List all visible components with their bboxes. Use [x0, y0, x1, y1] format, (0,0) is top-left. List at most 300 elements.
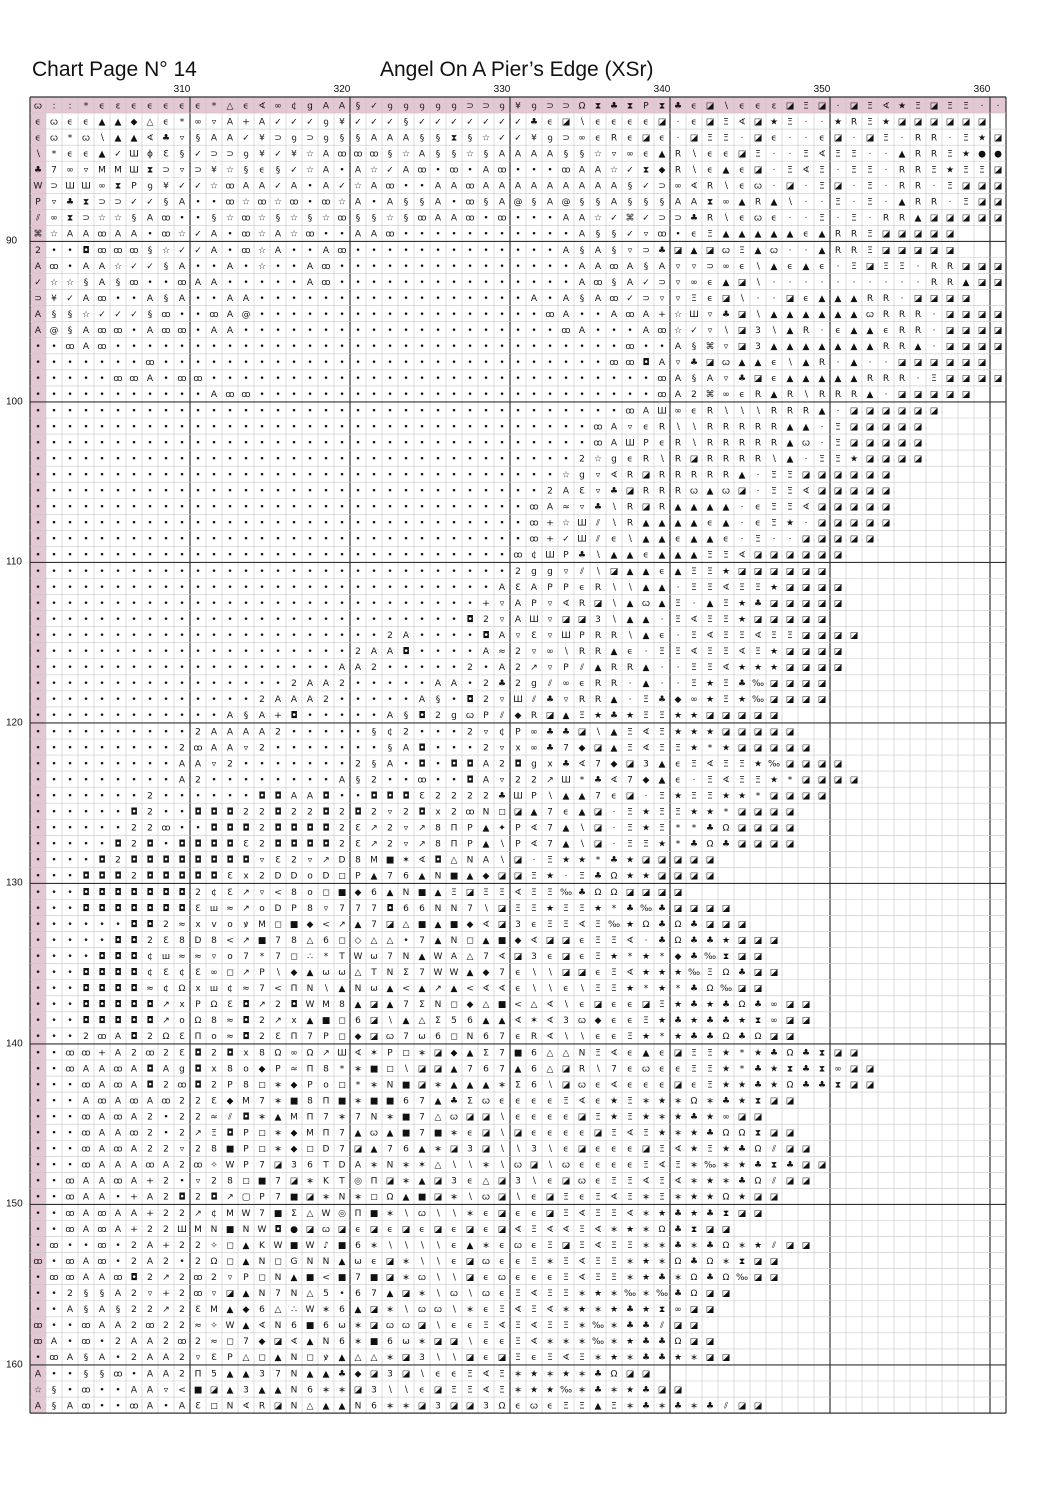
stitch-symbol: · — [804, 245, 808, 256]
stitch-symbol: P — [563, 582, 569, 593]
stitch-symbol: • — [243, 374, 249, 385]
stitch-symbol: A — [434, 679, 442, 690]
stitch-symbol: ▲ — [834, 309, 842, 320]
stitch-symbol: · — [788, 133, 792, 144]
stitch-symbol: • — [99, 566, 105, 577]
stitch-symbol: 6 — [403, 1144, 409, 1155]
stitch-symbol: 2 — [147, 935, 153, 946]
stitch-symbol: • — [35, 518, 41, 529]
stitch-symbol: R — [578, 1064, 586, 1075]
stitch-symbol: ∖ — [435, 1289, 441, 1300]
stitch-symbol: ◪ — [497, 871, 507, 882]
stitch-symbol: • — [99, 823, 105, 834]
stitch-symbol: A — [178, 759, 186, 770]
stitch-symbol: ∖ — [499, 1128, 505, 1139]
stitch-symbol: ꝏ — [97, 1256, 107, 1267]
stitch-symbol: 6 — [339, 1305, 345, 1316]
stitch-symbol: 2 — [291, 679, 297, 690]
stitch-symbol: • — [83, 582, 89, 593]
stitch-symbol: ⧗ — [738, 1256, 746, 1267]
stitch-symbol: A — [162, 1064, 170, 1075]
stitch-symbol: ∖ — [499, 1144, 505, 1155]
stitch-symbol: ♣ — [689, 919, 699, 930]
stitch-symbol: • — [371, 261, 377, 272]
stitch-symbol: ◪ — [849, 775, 859, 786]
stitch-symbol: 3 — [483, 1401, 489, 1412]
stitch-symbol: ■ — [449, 871, 459, 882]
stitch-symbol: ◪ — [545, 711, 555, 722]
stitch-symbol: • — [131, 614, 137, 625]
stitch-symbol: ∢ — [354, 1048, 362, 1059]
stitch-symbol: ■ — [273, 1208, 283, 1219]
stitch-symbol: ⫽ — [771, 1176, 777, 1187]
stitch-symbol: ◘ — [274, 1224, 282, 1235]
stitch-symbol: g — [531, 679, 537, 690]
stitch-symbol: ◪ — [865, 454, 875, 465]
stitch-symbol: · — [836, 213, 840, 224]
stitch-symbol: ☆ — [337, 197, 347, 208]
stitch-symbol: 3 — [563, 1016, 569, 1027]
stitch-symbol: ◪ — [913, 117, 923, 128]
stitch-symbol: △ — [530, 1000, 538, 1011]
stitch-symbol: ∗ — [386, 1305, 394, 1316]
stitch-symbol: R — [754, 438, 762, 449]
stitch-symbol: R — [706, 422, 714, 433]
stitch-symbol: 5 — [451, 1016, 457, 1027]
stitch-symbol: ◪ — [945, 293, 955, 304]
stitch-symbol: ∖ — [435, 1256, 441, 1267]
stitch-symbol: ◪ — [657, 855, 667, 866]
stitch-symbol: ★ — [657, 1128, 667, 1139]
stitch-symbol: • — [51, 951, 57, 962]
stitch-symbol: R — [898, 309, 906, 320]
stitch-symbol: ◪ — [737, 743, 747, 754]
stitch-symbol: • — [243, 534, 249, 545]
stitch-symbol: ✓ — [146, 261, 154, 272]
stitch-symbol: ꝏ — [385, 181, 395, 192]
stitch-symbol: ꞷ — [641, 598, 651, 609]
stitch-symbol: ☆ — [673, 326, 683, 337]
stitch-symbol: • — [115, 775, 121, 786]
stitch-symbol: ▿ — [403, 823, 409, 834]
stitch-symbol: ϵ — [595, 1096, 601, 1107]
stitch-symbol: 2 — [531, 775, 537, 786]
stitch-symbol: ◪ — [737, 277, 747, 288]
stitch-symbol: ∖ — [627, 582, 633, 593]
stitch-symbol: ♣ — [529, 117, 539, 128]
stitch-symbol: A — [226, 711, 234, 722]
stitch-symbol: ϵ — [531, 1112, 537, 1123]
stitch-symbol: A — [706, 374, 714, 385]
stitch-symbol: Ξ — [835, 149, 841, 160]
stitch-symbol: • — [339, 550, 345, 561]
stitch-symbol: ꝏ — [81, 1321, 91, 1332]
stitch-symbol: 3 — [531, 1144, 537, 1155]
stitch-symbol: ■ — [305, 1272, 315, 1283]
stitch-symbol: 8 — [227, 1064, 233, 1075]
stitch-symbol: ϵ — [739, 165, 745, 176]
stitch-symbol: ∖ — [451, 1272, 457, 1283]
stitch-symbol: Ξ — [659, 1176, 665, 1187]
stitch-symbol: ◘ — [210, 1192, 218, 1203]
stitch-symbol: ★ — [625, 1337, 635, 1348]
stitch-symbol: • — [451, 422, 457, 433]
stitch-symbol: • — [99, 598, 105, 609]
stitch-symbol: ◪ — [993, 133, 1003, 144]
stitch-symbol: • — [147, 727, 153, 738]
stitch-symbol: ‰ — [559, 887, 573, 898]
stitch-symbol: ▲ — [242, 1289, 250, 1300]
stitch-symbol: Ξ — [611, 984, 617, 995]
stitch-symbol: • — [483, 261, 489, 272]
stitch-symbol: • — [51, 582, 57, 593]
stitch-symbol: • — [179, 486, 185, 497]
stitch-symbol: ♣ — [497, 791, 507, 802]
stitch-symbol: Ξ — [707, 775, 713, 786]
stitch-symbol: • — [291, 727, 297, 738]
stitch-symbol: ✓ — [562, 534, 570, 545]
stitch-symbol: ★ — [737, 1016, 747, 1027]
stitch-symbol: P — [307, 1080, 313, 1091]
stitch-symbol: 7 — [355, 1112, 361, 1123]
stitch-symbol: ∖ — [563, 1000, 569, 1011]
stitch-symbol: • — [83, 502, 89, 513]
stitch-symbol: ◪ — [945, 245, 955, 256]
stitch-symbol: ◪ — [817, 759, 827, 770]
stitch-symbol: • — [163, 727, 169, 738]
stitch-symbol: ★ — [705, 679, 715, 690]
stitch-symbol: • — [339, 534, 345, 545]
stitch-symbol: · — [804, 133, 808, 144]
stitch-symbol: A — [578, 181, 586, 192]
stitch-symbol: 7 — [275, 1176, 281, 1187]
stitch-symbol: ∖ — [435, 1353, 441, 1364]
stitch-symbol: • — [51, 1128, 57, 1139]
stitch-symbol: • — [67, 984, 73, 995]
stitch-symbol: • — [83, 614, 89, 625]
stitch-symbol: ◪ — [929, 213, 939, 224]
stitch-symbol: ⊃ — [482, 101, 490, 112]
stitch-symbol: ▲ — [386, 1289, 394, 1300]
stitch-symbol: ◪ — [385, 1256, 395, 1267]
stitch-symbol: ♣ — [705, 935, 715, 946]
stitch-symbol: ꝟ — [243, 919, 249, 930]
stitch-symbol: ◪ — [801, 566, 811, 577]
stitch-symbol: ∞ — [626, 149, 634, 160]
stitch-symbol: • — [515, 342, 521, 353]
stitch-symbol: N — [402, 887, 410, 898]
stitch-symbol: ◎ — [338, 1208, 346, 1219]
stitch-symbol: Ξ — [867, 181, 873, 192]
stitch-symbol: • — [387, 614, 393, 625]
stitch-symbol: 7 — [355, 903, 361, 914]
stitch-symbol: ∗ — [322, 1385, 330, 1396]
stitch-symbol: A — [98, 1176, 106, 1187]
stitch-symbol: ∖ — [755, 261, 761, 272]
stitch-symbol: • — [51, 486, 57, 497]
stitch-symbol: ◘ — [258, 791, 266, 802]
stitch-symbol: Ξ — [963, 197, 969, 208]
stitch-symbol: • — [51, 1289, 57, 1300]
stitch-symbol: ◪ — [769, 679, 779, 690]
stitch-symbol: • — [35, 759, 41, 770]
stitch-symbol: Ξ — [547, 855, 553, 866]
stitch-symbol: ◘ — [82, 984, 90, 995]
stitch-symbol: • — [163, 438, 169, 449]
stitch-symbol: • — [339, 470, 345, 481]
stitch-symbol: • — [275, 614, 281, 625]
stitch-symbol: ꞷ — [465, 711, 475, 722]
stitch-symbol: ♣ — [577, 550, 587, 561]
stitch-symbol: ■ — [289, 1240, 299, 1251]
stitch-symbol: R — [722, 438, 730, 449]
stitch-symbol: Ω — [754, 1176, 762, 1187]
stitch-symbol: ◆ — [642, 775, 650, 786]
stitch-symbol: ϵ — [883, 326, 889, 337]
stitch-symbol: ■ — [257, 1176, 267, 1187]
stitch-symbol: A — [82, 1176, 90, 1187]
stitch-symbol: ∢ — [530, 823, 538, 834]
stitch-symbol: ▲ — [98, 149, 106, 160]
stitch-symbol: § — [115, 1305, 121, 1316]
stitch-symbol: • — [339, 695, 345, 706]
stitch-symbol: ϵ — [739, 101, 745, 112]
stitch-symbol: ★ — [593, 1289, 603, 1300]
stitch-symbol: * — [659, 951, 665, 962]
stitch-symbol: ◪ — [369, 1000, 379, 1011]
stitch-symbol: • — [451, 261, 457, 272]
stitch-symbol: 7 — [243, 951, 249, 962]
stitch-symbol: ★ — [737, 663, 747, 674]
stitch-symbol: Ω — [306, 1048, 314, 1059]
stitch-symbol: ▲ — [722, 277, 730, 288]
stitch-symbol: ∢ — [546, 1016, 554, 1027]
stitch-symbol: • — [387, 326, 393, 337]
stitch-symbol: ∢ — [658, 1160, 666, 1171]
stitch-symbol: ∗ — [690, 1353, 698, 1364]
stitch-symbol: ◻ — [226, 968, 234, 979]
stitch-symbol: ∗ — [402, 1256, 410, 1267]
stitch-symbol: · — [868, 149, 872, 160]
stitch-symbol: A — [34, 261, 42, 272]
stitch-symbol: A — [562, 245, 570, 256]
stitch-symbol: Ξ — [787, 165, 793, 176]
stitch-symbol: A — [130, 1208, 138, 1219]
stitch-symbol: 7 — [547, 839, 553, 850]
stitch-symbol: P — [515, 839, 521, 850]
stitch-symbol: ‰ — [751, 679, 765, 690]
stitch-symbol: ꝏ — [625, 342, 635, 353]
stitch-symbol: ◪ — [993, 165, 1003, 176]
stitch-symbol: ▲ — [610, 727, 618, 738]
stitch-symbol: 2 — [467, 663, 473, 674]
stitch-symbol: ◪ — [801, 1240, 811, 1251]
stitch-symbol: • — [387, 374, 393, 385]
stitch-symbol: 2 — [515, 679, 521, 690]
stitch-symbol: ◪ — [977, 213, 987, 224]
stitch-symbol: 2 — [195, 775, 201, 786]
stitch-symbol: • — [499, 358, 505, 369]
stitch-symbol: ∗ — [402, 1160, 410, 1171]
stitch-symbol: • — [147, 743, 153, 754]
stitch-symbol: N — [290, 1353, 298, 1364]
stitch-symbol: ◪ — [625, 791, 635, 802]
stitch-symbol: ◪ — [753, 823, 763, 834]
stitch-symbol: ♣ — [593, 1369, 603, 1380]
stitch-symbol: ▲ — [674, 502, 682, 513]
stitch-symbol: • — [227, 550, 233, 561]
stitch-symbol: • — [547, 261, 553, 272]
stitch-symbol: R — [706, 213, 714, 224]
stitch-symbol: ꞷ — [513, 1240, 523, 1251]
stitch-symbol: ▲ — [642, 582, 650, 593]
stitch-symbol: • — [35, 630, 41, 641]
stitch-symbol: ꝏ — [177, 277, 187, 288]
stitch-symbol: ◆ — [258, 1064, 266, 1075]
stitch-symbol: • — [403, 935, 409, 946]
stitch-symbol: Ξ — [563, 1208, 569, 1219]
stitch-symbol: ◪ — [993, 374, 1003, 385]
stitch-symbol: • — [291, 470, 297, 481]
stitch-symbol: 8 — [355, 855, 361, 866]
stitch-symbol: A — [210, 326, 218, 337]
stitch-symbol: • — [371, 342, 377, 353]
stitch-symbol: • — [595, 342, 601, 353]
stitch-symbol: ⫽ — [531, 695, 537, 706]
stitch-symbol: * — [787, 775, 793, 786]
stitch-symbol: ∖ — [563, 647, 569, 658]
stitch-symbol: ◪ — [881, 438, 891, 449]
stitch-symbol: ∗ — [354, 1096, 362, 1107]
stitch-symbol: Ξ — [611, 968, 617, 979]
stitch-symbol: • — [323, 374, 329, 385]
stitch-symbol: Ξ — [755, 149, 761, 160]
stitch-symbol: ★ — [721, 791, 731, 802]
stitch-symbol: Ш — [513, 791, 523, 802]
stitch-symbol: § — [403, 711, 409, 722]
stitch-symbol: N — [434, 903, 442, 914]
stitch-symbol: Ξ — [675, 743, 681, 754]
stitch-symbol: • — [547, 470, 553, 481]
stitch-symbol: ∢ — [530, 1337, 538, 1348]
stitch-symbol: • — [131, 759, 137, 770]
stitch-symbol: ✓ — [450, 117, 458, 128]
stitch-symbol: ꝏ — [65, 1208, 75, 1219]
stitch-symbol: • — [35, 1240, 41, 1251]
stitch-symbol: • — [291, 261, 297, 272]
stitch-symbol: • — [323, 390, 329, 401]
stitch-symbol: ✓ — [642, 181, 650, 192]
stitch-symbol: ∗ — [354, 1192, 362, 1203]
stitch-symbol: • — [259, 326, 265, 337]
stitch-symbol: 2 — [483, 743, 489, 754]
stitch-symbol: ■ — [289, 1096, 299, 1107]
stitch-symbol: ★ — [641, 968, 651, 979]
stitch-symbol: • — [115, 791, 121, 802]
stitch-symbol: ◪ — [753, 743, 763, 754]
stitch-symbol: ϵ — [563, 1144, 569, 1155]
stitch-symbol: N — [354, 984, 362, 995]
stitch-symbol: • — [163, 277, 169, 288]
stitch-symbol: A — [130, 229, 138, 240]
stitch-symbol: • — [115, 1353, 121, 1364]
stitch-symbol: ◪ — [785, 598, 795, 609]
stitch-symbol: ▲ — [818, 342, 826, 353]
stitch-symbol: ◘ — [370, 791, 378, 802]
stitch-symbol: ¢ — [179, 968, 185, 979]
stitch-symbol: • — [371, 679, 377, 690]
stitch-symbol: • — [451, 293, 457, 304]
stitch-symbol: * — [675, 823, 681, 834]
stitch-symbol: ꞷ — [577, 1176, 587, 1187]
stitch-symbol: ꝏ — [97, 229, 107, 240]
stitch-symbol: § — [355, 133, 361, 144]
stitch-symbol: ∢ — [578, 919, 586, 930]
stitch-symbol: ∢ — [482, 919, 490, 930]
stitch-symbol: · — [916, 277, 920, 288]
stitch-symbol: ∗ — [402, 1401, 410, 1412]
stitch-symbol: ◻ — [498, 807, 506, 818]
stitch-symbol: • — [51, 1112, 57, 1123]
stitch-symbol: ϵ — [627, 1064, 633, 1075]
stitch-symbol: · — [804, 518, 808, 529]
stitch-symbol: • — [339, 293, 345, 304]
stitch-symbol: ▿ — [723, 374, 729, 385]
stitch-symbol: ⫽ — [227, 1112, 233, 1123]
stitch-symbol: • — [35, 855, 41, 866]
stitch-symbol: ♣ — [657, 903, 667, 914]
stitch-symbol: Ξ — [499, 1385, 505, 1396]
stitch-symbol: 2 — [179, 743, 185, 754]
stitch-symbol: • — [67, 1321, 73, 1332]
stitch-symbol: 7 — [259, 1096, 265, 1107]
stitch-symbol: ■ — [385, 1096, 395, 1107]
stitch-symbol: • — [51, 342, 57, 353]
stitch-symbol: + — [658, 309, 666, 320]
stitch-symbol: ♣ — [657, 919, 667, 930]
stitch-symbol: ★ — [737, 1080, 747, 1091]
stitch-symbol: Ξ — [707, 229, 713, 240]
stitch-symbol: ★ — [673, 1353, 683, 1364]
stitch-symbol: ★ — [641, 823, 651, 834]
stitch-symbol: ★ — [977, 133, 987, 144]
stitch-symbol: ◪ — [753, 614, 763, 625]
stitch-symbol: • — [243, 679, 249, 690]
stitch-symbol: • — [35, 1192, 41, 1203]
stitch-symbol: • — [163, 839, 169, 850]
stitch-symbol: ϵ — [371, 1256, 377, 1267]
stitch-symbol: ∢ — [610, 1192, 618, 1203]
stitch-symbol: R — [610, 630, 618, 641]
stitch-symbol: Ξ — [627, 1112, 633, 1123]
stitch-symbol: ꞷ — [417, 1305, 427, 1316]
stitch-symbol: ▲ — [482, 1016, 490, 1027]
stitch-symbol: A — [210, 245, 218, 256]
stitch-symbol: • — [339, 277, 345, 288]
stitch-symbol: • — [99, 695, 105, 706]
stitch-symbol: • — [275, 374, 281, 385]
stitch-symbol: ◪ — [817, 566, 827, 577]
stitch-symbol: • — [227, 342, 233, 353]
stitch-symbol: 3 — [371, 1385, 377, 1396]
column-number: 340 — [653, 84, 671, 95]
stitch-symbol: ◪ — [737, 1112, 747, 1123]
stitch-symbol: • — [51, 839, 57, 850]
stitch-symbol: 2 — [195, 1256, 201, 1267]
stitch-symbol: ▿ — [163, 1385, 169, 1396]
stitch-symbol: ■ — [337, 1096, 347, 1107]
stitch-symbol: ∖ — [403, 1240, 409, 1251]
